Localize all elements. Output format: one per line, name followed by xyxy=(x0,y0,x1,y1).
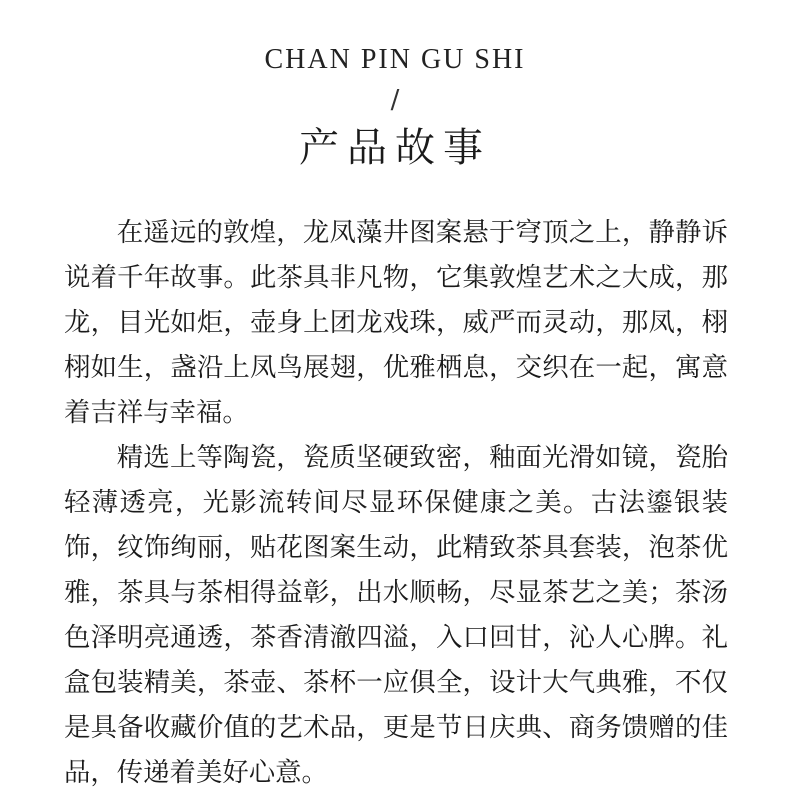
story-paragraph-2: 精选上等陶瓷，瓷质坚硬致密，釉面光滑如镜，瓷胎轻薄透亮，光影流转间尽显环保健康之美。古法鎏银装饰，纹饰绚丽，贴花图案生动，此精致茶具套装，泡茶优雅，茶具与茶相得益彰，出水顺畅，尽显茶艺之美；茶汤色泽明亮通透，茶香清澈四溢，入口回甘，沁人心脾。礼盒包装精美，茶壶、茶杯一应俱全，设计大气典雅，不仅是具备收藏价值的艺术品，更是节日庆典、商务馈赠的佳品，传递着美好心意。 xyxy=(64,442,728,788)
section-title: 产品故事 xyxy=(299,125,491,171)
title-divider: / xyxy=(390,85,400,115)
section-subtitle-pinyin: CHAN PIN GU SHI xyxy=(264,44,526,75)
story-article xyxy=(64,210,728,795)
story-paragraph-1: 在遥远的敦煌，龙凤藻井图案悬于穹顶之上，静静诉说着千年故事。此茶具非凡物，它集敦煌艺术之大成，那龙，目光如炬，壶身上团龙戏珠，威严而灵动，那凤，栩栩如生，盏沿上凤鸟展翅，优雅栖息，交织在一起，寓意着吉祥与幸福。 xyxy=(64,217,728,428)
